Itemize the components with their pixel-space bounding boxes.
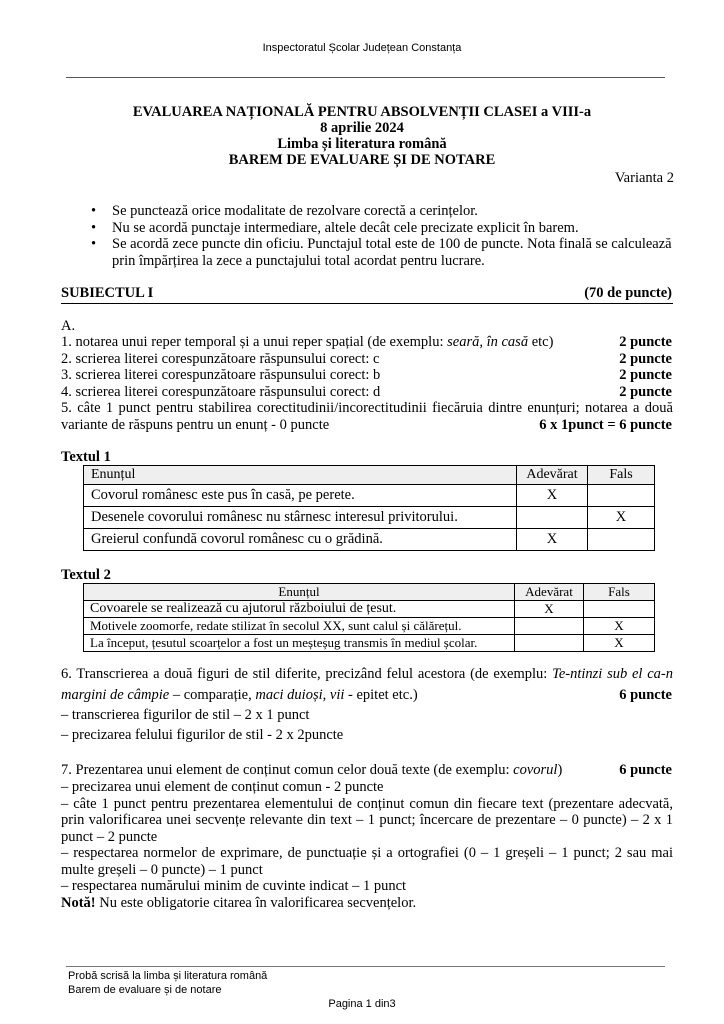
item-7-note: Notă! Nu este obligatorie citarea în valorificarea secvențelor. <box>61 895 417 911</box>
statement-cell: Covoarele se realizează cu ajutorul războiului de țesut. <box>84 601 515 618</box>
statement-cell: La început, țesutul scoarțelor a fost un meșteșug transmis în mediul școlar. <box>84 635 515 652</box>
subject-rule <box>61 303 673 304</box>
item-6-points: 6 puncte <box>619 687 672 703</box>
footer-line-1: Probă scrisă la limba și literatura română <box>68 970 268 982</box>
section-a-label: A. <box>61 318 76 334</box>
bullet-text: Se punctează orice modalitate de rezolvare corectă a cerințelor. <box>112 203 478 219</box>
page-header: Inspectoratul Școlar Județean Constanța <box>262 42 462 54</box>
item-1-text: 1. notarea unui reper temporal și a unui reper spațial (de exemplu: seară, în casă etc) <box>61 334 554 350</box>
table-row <box>84 635 655 652</box>
item-7-points: 6 puncte <box>619 762 672 778</box>
table-header-row <box>84 466 655 485</box>
document-type: BAREM DE EVALUARE ȘI DE NOTARE <box>228 152 496 168</box>
false-cell <box>588 485 655 507</box>
footer-line-2: Barem de evaluare și de notare <box>68 984 222 996</box>
item-7-sub: – respectarea normelor de exprimare, de punctuație și a ortografiei (0 – 1 greșeli – 1 punct; 2 sau mai <box>61 845 673 861</box>
bullet-text: Nu se acordă punctaje intermediare, altele decât cele precizate explicit în barem. <box>112 220 579 236</box>
item-6-sub-1: – transcrierea figurilor de stil – 2 x 1 punct <box>61 707 310 723</box>
item-6-line1: 6. Transcrierea a două figuri de stil diferite, precizând felul acestora (de exemplu: Te-ntinzi sub el ca-n <box>61 666 673 682</box>
subject-title: SUBIECTUL I <box>61 285 154 301</box>
item-7-sub: – precizarea unui element de conținut comun - 2 puncte <box>61 779 384 795</box>
false-cell: X <box>584 635 655 652</box>
variant-label: Varianta 2 <box>614 170 674 186</box>
header-false: Fals <box>584 584 655 601</box>
table-row <box>84 601 655 618</box>
text2-label: Textul 2 <box>61 567 111 583</box>
item-7-line1: 7. Prezentarea unui element de conținut comun celor două texte (de exemplu: covorul) <box>61 762 563 778</box>
bullet-dot: • <box>91 203 97 219</box>
bullet-2 <box>91 220 579 237</box>
item-7-sub: – câte 1 punct pentru prezentarea elementului de conținut comun din fiecare text (prezentare adecvată, <box>61 796 673 812</box>
table-row <box>84 507 655 529</box>
text2-table <box>83 583 655 652</box>
bullet-dot: • <box>91 220 97 236</box>
statement-cell: Motivele zoomorfe, redate stilizat în secolul XX, sunt calul și călărețul. <box>84 618 515 635</box>
header-true: Adevărat <box>515 584 584 601</box>
item-5-line1: 5. câte 1 punct pentru stabilirea corectitudinii/incorectitudinii fiecăruia dintre enunțuri; notarea a două <box>61 400 673 416</box>
header-rule <box>66 77 665 78</box>
bullet-dot: • <box>91 236 97 252</box>
true-cell <box>517 507 588 529</box>
true-cell <box>515 618 584 635</box>
table-row <box>84 485 655 507</box>
table-row <box>84 618 655 635</box>
item-3-text: 3. scrierea literei corespunzătoare răspunsului corect: b <box>61 367 381 383</box>
bullet-3-continued: prin împărțirea la zece a punctajului total acordat pentru lucrare. <box>112 253 485 269</box>
item-6-line2: margini de câmpie – comparație, maci duioși, vii - epitet etc.) <box>61 687 418 703</box>
item-2-text: 2. scrierea literei corespunzătoare răspunsului corect: c <box>61 351 380 367</box>
item-1-points: 2 puncte <box>619 334 672 350</box>
item-3-points: 2 puncte <box>619 367 672 383</box>
text1-table <box>83 465 655 551</box>
true-cell <box>515 635 584 652</box>
true-cell: X <box>517 529 588 551</box>
item-7-sub: prin valorificarea unei secvențe relevante din text – 1 punct; încercare de prezentare – 0 puncte) – 2 x 1 <box>61 812 673 828</box>
text1-label: Textul 1 <box>61 449 111 465</box>
item-2-points: 2 puncte <box>619 351 672 367</box>
bullet-text: Se acordă zece puncte din oficiu. Punctajul total este de 100 de puncte. Nota finală se calculează <box>112 236 672 252</box>
item-7-sub: multe greșeli – 0 puncte) – 1 punct <box>61 862 263 878</box>
item-6-sub-2: – precizarea felului figurilor de stil - 2 x 2puncte <box>61 727 344 743</box>
statement-cell: Covorul românesc este pus în casă, pe perete. <box>84 485 517 507</box>
header-false: Fals <box>588 466 655 485</box>
false-cell <box>584 601 655 618</box>
exam-title: EVALUAREA NAȚIONALĂ PENTRU ABSOLVENȚII CLASEI a VIII-a <box>132 104 592 120</box>
item-5-points: 6 x 1punct = 6 puncte <box>539 417 672 433</box>
table-row <box>84 529 655 551</box>
bullet-3 <box>91 236 672 253</box>
table-header-row <box>84 584 655 601</box>
false-cell: X <box>588 507 655 529</box>
item-4-points: 2 puncte <box>619 384 672 400</box>
footer-rule <box>66 966 665 967</box>
true-cell: X <box>515 601 584 618</box>
item-5-line2: variante de răspuns pentru un enunț - 0 puncte <box>61 417 330 433</box>
subject-points: (70 de puncte) <box>584 285 672 301</box>
statement-cell: Greierul confundă covorul românesc cu o grădină. <box>84 529 517 551</box>
item-7-sub: – respectarea numărului minim de cuvinte indicat – 1 punct <box>61 878 407 894</box>
page-number: Pagina 1 din3 <box>328 998 396 1010</box>
item-7-sub: punct – 2 puncte <box>61 829 158 845</box>
false-cell: X <box>584 618 655 635</box>
header-statement: Enunțul <box>84 466 517 485</box>
statement-cell: Desenele covorului românesc nu stârnesc interesul privitorului. <box>84 507 517 529</box>
exam-date: 8 aprilie 2024 <box>320 120 404 136</box>
exam-subject: Limba și literatura română <box>277 136 447 152</box>
bullet-1 <box>91 203 478 220</box>
item-4-text: 4. scrierea literei corespunzătoare răspunsului corect: d <box>61 384 381 400</box>
false-cell <box>588 529 655 551</box>
true-cell: X <box>517 485 588 507</box>
header-true: Adevărat <box>517 466 588 485</box>
header-statement: Enunțul <box>84 584 515 601</box>
